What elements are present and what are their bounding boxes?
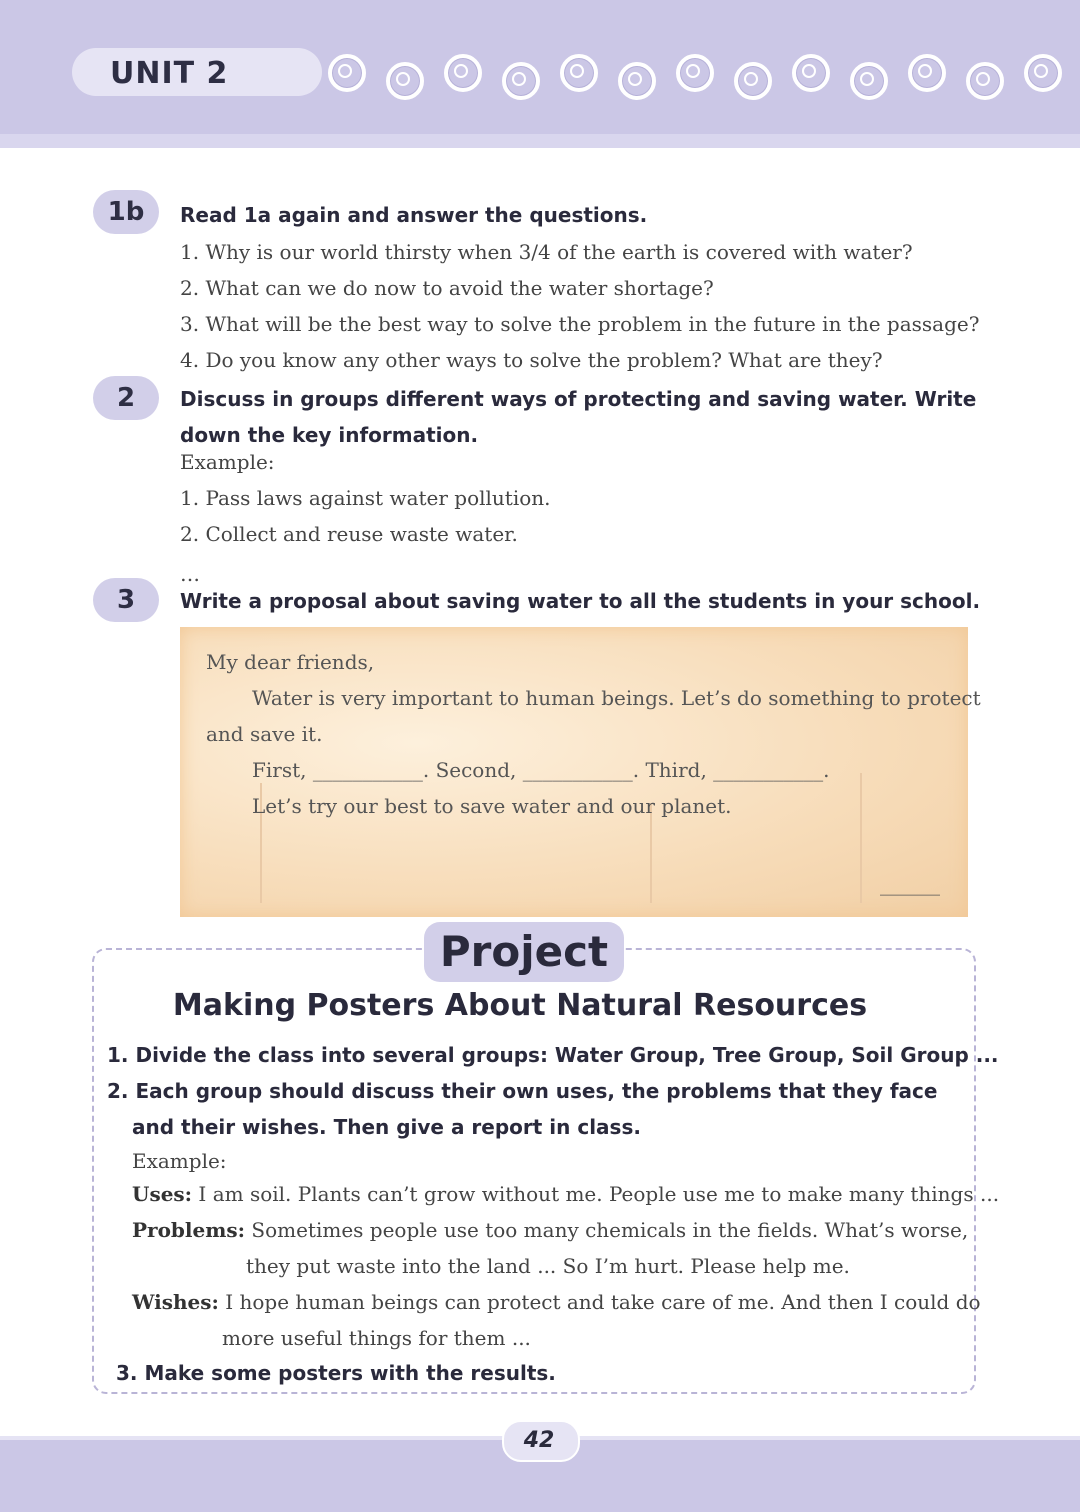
proposal-line1: Water is very important to human beings. Let’s do something to protect (252, 686, 981, 710)
tree-decoration (860, 773, 862, 903)
wishes-text: I hope human beings can protect and take care of me. And then I could do (218, 1290, 981, 1314)
ring-icon (966, 62, 1004, 100)
uses-label: Uses: (132, 1182, 193, 1206)
example-1: 1. Pass laws against water pollution. (180, 486, 551, 510)
ring-icon (618, 62, 656, 100)
wishes-line-2: more useful things for them ... (222, 1326, 531, 1350)
unit-label: UNIT 2 (110, 56, 229, 91)
proposal-line4: Let’s try our best to save water and our planet. (252, 794, 732, 818)
example-2: 2. Collect and reuse waste water. (180, 522, 518, 546)
ring-icon (328, 54, 366, 92)
ring-icon (676, 54, 714, 92)
ring-icon (908, 54, 946, 92)
ring-icon (792, 54, 830, 92)
section-badge-2: 2 (93, 376, 159, 420)
wishes-line (132, 1284, 981, 1320)
ring-icon (444, 54, 482, 92)
project-step-2-line1: 2. Each group should discuss their own uses, the problems that they face (107, 1079, 938, 1103)
question-1: 1. Why is our world thirsty when 3/4 of the earth is covered with water? (180, 240, 913, 264)
section-badge-1b: 1b (93, 190, 159, 234)
instruction-1b: Read 1a again and answer the questions. (180, 203, 648, 227)
problems-text: Sometimes people use too many chemicals in the fields. What’s worse, (245, 1218, 969, 1242)
project-example-label: Example: (132, 1149, 227, 1173)
proposal-signature: ______ (880, 872, 940, 896)
proposal-line2: and save it. (206, 722, 323, 746)
problems-line-2: they put waste into the land ... So I’m hurt. Please help me. (246, 1254, 850, 1278)
uses-line (132, 1176, 999, 1212)
question-4: 4. Do you know any other ways to solve the problem? What are they? (180, 348, 883, 372)
question-2: 2. What can we do now to avoid the water shortage? (180, 276, 714, 300)
uses-text: I am soil. Plants can’t grow without me. People use me to make many things ... (192, 1182, 1000, 1206)
section-badge-3: 3 (93, 578, 159, 622)
project-subtitle: Making Posters About Natural Resources (172, 988, 868, 1023)
instruction-2-line1: Discuss in groups different ways of protecting and saving water. Write (180, 387, 977, 411)
page-number: 42 (523, 1428, 555, 1453)
ring-icon (734, 62, 772, 100)
instruction-3: Write a proposal about saving water to all the students in your school. (180, 589, 981, 613)
wishes-label: Wishes: (132, 1290, 219, 1314)
example-label: Example: (180, 450, 275, 474)
ring-icon (386, 62, 424, 100)
ring-icon (502, 62, 540, 100)
project-step-3: 3. Make some posters with the results. (116, 1361, 556, 1385)
problems-label: Problems: (132, 1218, 246, 1242)
proposal-greeting: My dear friends, (206, 650, 375, 674)
question-3: 3. What will be the best way to solve the problem in the future in the passage? (180, 312, 980, 336)
ellipsis: … (180, 562, 200, 586)
ring-icon (850, 62, 888, 100)
problems-line (132, 1212, 968, 1248)
ring-icon (560, 54, 598, 92)
project-step-1: 1. Divide the class into several groups: Water Group, Tree Group, Soil Group ... (107, 1043, 999, 1067)
project-title: Project (439, 927, 609, 976)
decorative-rings (326, 52, 1080, 100)
project-step-2-line2: and their wishes. Then give a report in class. (132, 1115, 641, 1139)
proposal-blanks: First, ___________. Second, ___________. Third, ___________. (252, 758, 830, 782)
ring-icon (1024, 54, 1062, 92)
instruction-2-line2: down the key information. (180, 423, 479, 447)
